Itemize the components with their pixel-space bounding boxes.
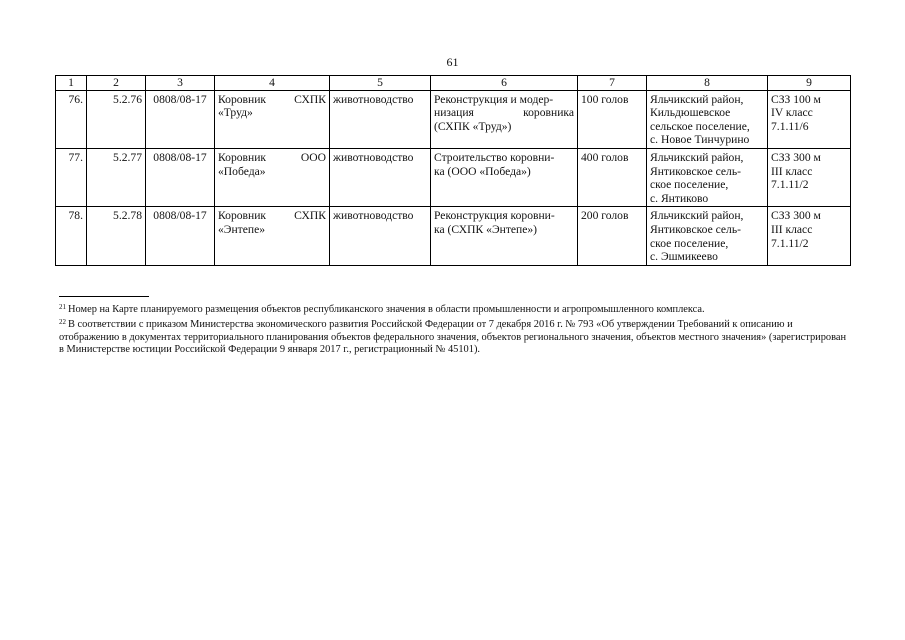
object-name-part: «Победа» <box>218 164 266 178</box>
registry-code: 0808/08-17 <box>146 207 215 265</box>
table-row <box>56 148 851 206</box>
registry-code: 0808/08-17 <box>146 90 215 148</box>
object-name <box>215 90 330 148</box>
column-header: 1 <box>56 76 87 91</box>
footnote-mark: 22 <box>59 318 66 327</box>
row-number: 76. <box>56 90 87 148</box>
description-line: Реконструкция коровни- <box>434 209 555 223</box>
location-line: Янтиковское сель- <box>650 222 741 236</box>
object-code: 5.2.78 <box>87 207 146 265</box>
object-location <box>647 90 768 148</box>
object-description <box>431 90 578 148</box>
object-purpose: животноводство <box>330 207 431 265</box>
zone-line: СЗЗ 100 м <box>771 92 821 106</box>
zone-line: СЗЗ 300 м <box>771 209 821 223</box>
footnote <box>59 316 851 356</box>
sanitary-zone <box>768 90 851 148</box>
object-location <box>647 207 768 265</box>
location-line: Яльчикский район, <box>650 92 744 106</box>
page-number: 61 <box>446 55 459 69</box>
footnotes <box>59 296 851 356</box>
object-capacity: 200 голов <box>578 207 647 265</box>
footnote <box>59 301 851 316</box>
location-line: Яльчикский район, <box>650 150 744 164</box>
column-header: 8 <box>647 76 768 91</box>
location-line: с. Янтиково <box>650 191 709 205</box>
object-description <box>431 207 578 265</box>
zone-line: 7.1.11/6 <box>771 119 809 133</box>
description-part: низация <box>434 106 474 120</box>
footnote-text: В соответствии с приказом Министерства экономического развития Российской Федерации от 7 декабря 2016 г. № 793 «Об утверждении Требований к описанию и отображению в документах территориального планирования объектов федерального значения, объектов регионального значения, объектов местного значения» (зарегистрирован в Министерстве юстиции Российской Федерации 9 января 2017 г., регистрационный № 45101). <box>59 319 847 355</box>
description-line: ка (СХПК «Энтепе») <box>434 222 538 236</box>
sanitary-zone <box>768 148 851 206</box>
object-name-part: Коровник <box>218 209 267 223</box>
location-line: Кильдюшевское <box>650 106 731 120</box>
column-header: 2 <box>87 76 146 91</box>
sanitary-zone <box>768 207 851 265</box>
location-line: с. Новое Тинчурино <box>650 133 750 147</box>
column-header: 4 <box>215 76 330 91</box>
object-name-part: СХПК <box>294 209 326 223</box>
column-header: 6 <box>431 76 578 91</box>
column-header: 5 <box>330 76 431 91</box>
description-line: ка (ООО «Победа») <box>434 164 531 178</box>
object-location <box>647 148 768 206</box>
registry-code: 0808/08-17 <box>146 148 215 206</box>
object-capacity: 400 голов <box>578 148 647 206</box>
object-capacity: 100 голов <box>578 90 647 148</box>
zone-line: IV класс <box>771 106 813 120</box>
footnote-mark: 21 <box>59 303 66 311</box>
object-name-part: ООО <box>300 150 326 164</box>
zone-line: III класс <box>771 164 813 178</box>
zone-line: СЗЗ 300 м <box>771 150 821 164</box>
column-header: 3 <box>146 76 215 91</box>
description-line: (СХПК «Труд») <box>434 119 512 133</box>
zone-line: 7.1.11/2 <box>771 236 809 250</box>
description-part: коровника <box>523 106 574 120</box>
object-purpose: животноводство <box>330 90 431 148</box>
description-line: Реконструкция и модер- <box>434 92 554 106</box>
object-description <box>431 148 578 206</box>
row-number: 78. <box>56 207 87 265</box>
column-header: 7 <box>578 76 647 91</box>
object-name-part: СХПК <box>294 92 326 106</box>
description-line: Строительство коровни- <box>434 150 555 164</box>
footnote-separator <box>59 296 149 297</box>
location-line: Янтиковское сель- <box>650 164 741 178</box>
object-purpose: животноводство <box>330 148 431 206</box>
object-name-part: Коровник <box>218 92 267 106</box>
object-code: 5.2.76 <box>87 90 146 148</box>
object-name-part: «Энтепе» <box>218 222 266 236</box>
object-name-part: «Труд» <box>218 106 253 120</box>
objects-table <box>55 75 851 266</box>
zone-line: 7.1.11/2 <box>771 178 809 192</box>
location-line: ское поселение, <box>650 178 729 192</box>
location-line: с. Эшмикеево <box>650 250 718 264</box>
table-row <box>56 90 851 148</box>
footnote-text: Номер на Карте планируемого размещения объектов республиканского значения в области промышленности и агропромышленного комплекса. <box>68 304 705 315</box>
table-header-row <box>56 76 851 91</box>
zone-line: III класс <box>771 222 813 236</box>
location-line: ское поселение, <box>650 236 729 250</box>
row-number: 77. <box>56 148 87 206</box>
location-line: Яльчикский район, <box>650 209 744 223</box>
table-row <box>56 207 851 265</box>
column-header: 9 <box>768 76 851 91</box>
object-name-part: Коровник <box>218 150 267 164</box>
object-code: 5.2.77 <box>87 148 146 206</box>
object-name <box>215 148 330 206</box>
location-line: сельское поселение, <box>650 119 750 133</box>
object-name <box>215 207 330 265</box>
